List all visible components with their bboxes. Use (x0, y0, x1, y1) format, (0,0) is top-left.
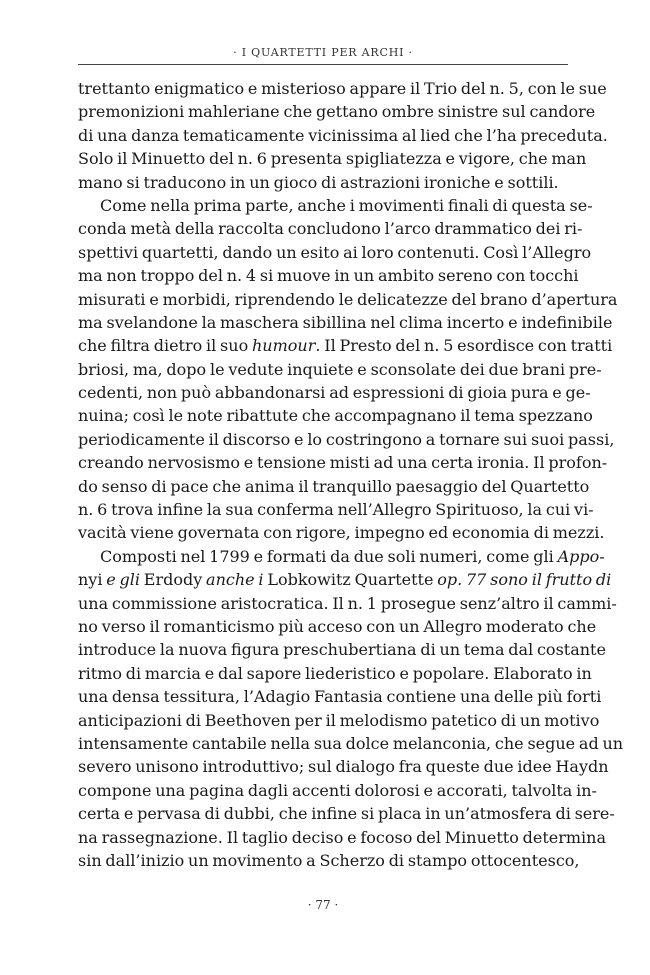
italic-title: Appo- (557, 546, 605, 566)
text-line: compone una pagina dagli accenti dolorosi e accorati, talvolta in- (78, 780, 597, 800)
body-text (78, 77, 624, 872)
text-line: sin dall’inizio un movimento a Scherzo di stampo ottocentesco, (78, 850, 580, 870)
text-line: una densa tessitura, l’Adagio Fantasia contiene una delle più forti (78, 687, 602, 707)
paragraph (78, 194, 618, 545)
text-line: di una danza tematicamente vicinissima al lied che l’ha preceduta. (78, 125, 608, 145)
text-line: mano si traducono in un gioco di astrazioni ironiche e sottili. (78, 172, 559, 192)
text-line: ma svelandone la maschera sibillina nel clima incerto e indefinibile (78, 312, 613, 332)
text-line: vacità viene governata con rigore, impegno ed economia di mezzi. (78, 523, 605, 543)
italic-title: humour (252, 336, 316, 356)
text-line: nuina; così le note ribattute che accompagnano il tema spezzano (78, 406, 593, 426)
text-segment: Lobkowitz Quartette (267, 570, 434, 590)
italic-title: op. 77 sono il frutto di (433, 570, 612, 590)
text-line (78, 568, 612, 591)
text-line: creando nervosismo e tensione misti ad una certa ironia. Il profon- (78, 453, 608, 473)
text-line: misurati e morbidi, riprendendo le delicatezze del brano d’apertura (78, 289, 618, 309)
text-line (78, 545, 605, 568)
text-line: no verso il romanticismo più acceso con un Allegro moderato che (78, 616, 597, 636)
text-line: periodicamente il discorso e lo costringono a tornare sui suoi passi, (78, 429, 615, 449)
text-segment: Erdody (143, 570, 203, 590)
text-line: na rassegnazione. Il taglio deciso e focoso del Minuetto determina (78, 827, 607, 847)
text-line: certa e pervasa di dubbi, che infine si placa in un’atmosfera di sere- (78, 804, 615, 824)
running-head: · I QUARTETTI PER ARCHI · (233, 46, 413, 59)
text-line: Come nella prima parte, anche i movimenti finali di questa se- (100, 195, 593, 215)
text-line: Solo il Minuetto del n. 6 presenta spigliatezza e vigore, che man (78, 149, 587, 169)
header-rule (78, 64, 568, 65)
text-line: spettivi quartetti, dando un esito ai loro contenuti. Così l’Allegro (78, 242, 592, 262)
text-line: trettanto enigmatico e misterioso appare il Trio del n. 5, con le sue (78, 79, 607, 98)
paragraph (78, 77, 608, 194)
italic-title: anche i (202, 570, 268, 590)
text-line: premonizioni mahleriane che gettano ombre sinistre sul candore (78, 102, 596, 122)
text-line: conda metà della raccolta concludono l’arco drammatico dei ri- (78, 219, 583, 239)
text-line: intensamente cantabile nella sua dolce melanconia, che segue ad un (78, 733, 624, 753)
text-segment: . Il Presto del n. 5 esordisce con tratti (315, 336, 613, 356)
paragraph (78, 545, 624, 872)
italic-title: e gli (102, 570, 144, 590)
text-line: severo unisono introduttivo; sul dialogo fra queste due idee Haydn (78, 757, 609, 777)
text-segment: che filtra dietro il suo (78, 336, 252, 356)
text-segment: Composti nel 1799 e formati da due soli numeri, come gli (100, 546, 558, 566)
text-line: ma non troppo del n. 4 si muove in un ambito sereno con tocchi (78, 266, 579, 286)
text-line: cedenti, non può abbandonarsi ad espressioni di gioia pura e ge- (78, 383, 591, 403)
text-segment: nyi (78, 570, 103, 590)
page-number: · 77 · (307, 898, 339, 912)
text-line: introduce la nuova figura preschubertiana di un tema dal costante (78, 640, 606, 660)
text-line (78, 334, 613, 357)
text-line: ritmo di marcia e dal sapore liederistico e popolare. Elaborato in (78, 663, 592, 683)
text-line: do senso di pace che anima il tranquillo paesaggio del Quartetto (78, 476, 590, 496)
text-line: briosi, ma, dopo le vedute inquiete e sconsolate dei due brani pre- (78, 359, 602, 379)
text-line: anticipazioni di Beethoven per il melodismo patetico di un motivo (78, 710, 600, 730)
text-line: n. 6 trova infine la sua conferma nell’Allegro Spirituoso, la cui vi- (78, 500, 594, 520)
text-line: una commissione aristocratica. Il n. 1 prosegue senz’altro il cammi- (78, 593, 617, 613)
